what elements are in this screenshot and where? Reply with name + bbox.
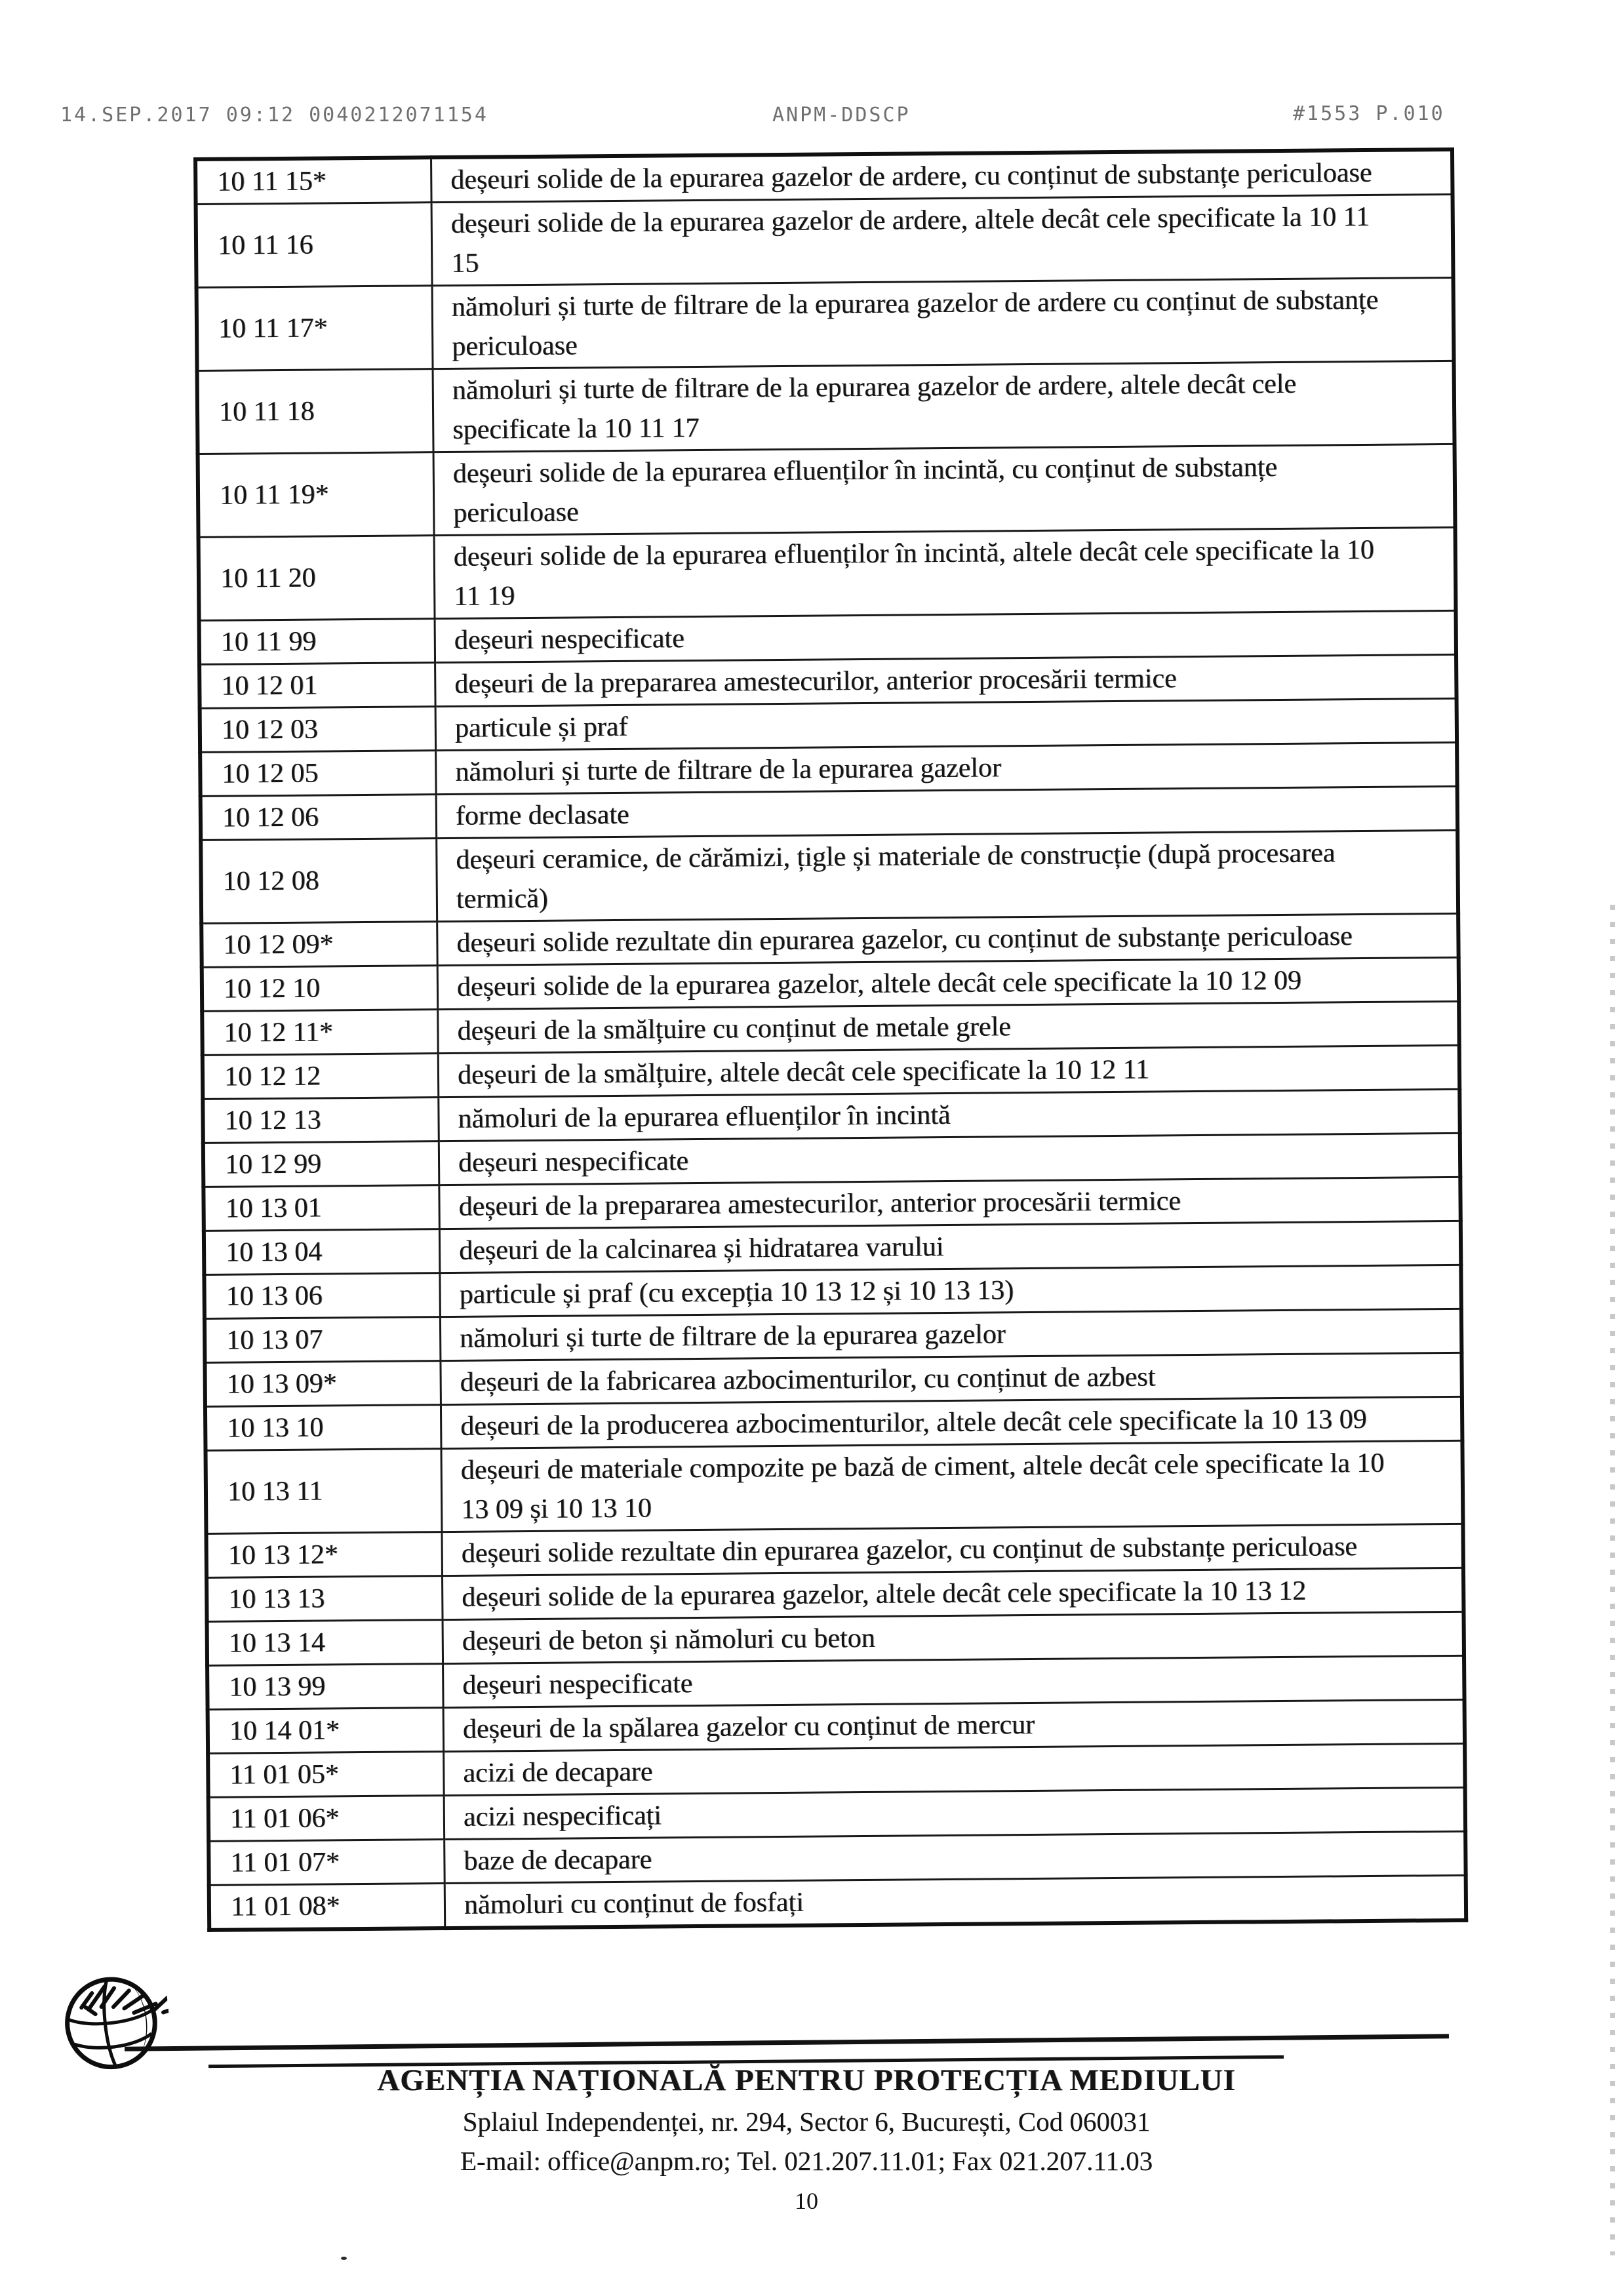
- waste-description-cell: deșeuri nespecificate: [435, 610, 1456, 662]
- waste-code-cell: 11 01 08*: [209, 1884, 445, 1930]
- waste-code-cell: 10 13 06: [204, 1273, 440, 1319]
- waste-code-cell: 10 12 06: [201, 795, 437, 841]
- waste-description-cell: deșeuri de la fabricarea azbocimenturilor, cu conținut de azbest: [441, 1353, 1462, 1404]
- footer-contact: E-mail: office@anpm.ro; Tel. 021.207.11.01; Fax 021.207.11.03: [460, 2146, 1153, 2176]
- waste-description-cell: deșeuri solide de la epurarea gazelor, altele decât cele specificate la 10 13 12: [443, 1568, 1464, 1619]
- globe-sketch-icon: [50, 1956, 175, 2084]
- waste-code-cell: 11 01 07*: [208, 1840, 445, 1886]
- waste-description-cell: particule și praf: [435, 698, 1457, 750]
- waste-code-cell: 10 11 19*: [198, 452, 434, 538]
- waste-description-cell: deșeuri solide de la epurarea efluenților în incintă, cu conținut de substanțe periculoase: [433, 444, 1455, 535]
- waste-code-cell: 10 12 13: [203, 1098, 439, 1143]
- waste-code-cell: 10 12 10: [202, 966, 438, 1012]
- table-row: [209, 1875, 1466, 1930]
- waste-code-table: [193, 148, 1468, 1932]
- waste-description-cell: deșeuri de la calcinarea și hidratarea varului: [439, 1221, 1461, 1273]
- waste-description-cell: baze de decapare: [445, 1831, 1466, 1883]
- table-row: [201, 830, 1458, 923]
- fax-page-ref: #1553 P.010: [1293, 102, 1445, 125]
- waste-code-cell: 10 12 99: [203, 1141, 439, 1187]
- waste-description-cell: nămoluri și turte de filtrare de la epurarea gazelor de ardere, altele decât cele specificate la 10 11 17: [433, 361, 1454, 452]
- waste-code-cell: 10 11 18: [197, 369, 433, 454]
- waste-code-cell: 10 12 08: [201, 839, 437, 924]
- waste-description-cell: nămoluri și turte de filtrare de la epurarea gazelor de ardere cu conținut de substanțe periculoase: [432, 277, 1454, 368]
- waste-code-cell: 11 01 05*: [208, 1752, 444, 1798]
- waste-code-cell: 10 12 11*: [202, 1010, 438, 1056]
- waste-description-cell: deșeuri de la smălțuire cu conținut de metale grele: [438, 1001, 1459, 1053]
- scan-speck: [341, 2257, 347, 2260]
- waste-code-cell: 10 11 17*: [197, 286, 433, 371]
- table-row: [199, 527, 1456, 620]
- waste-description-cell: deșeuri solide de la epurarea gazelor, altele decât cele specificate la 10 12 09: [437, 957, 1459, 1009]
- waste-code-cell: 10 13 12*: [206, 1532, 442, 1578]
- waste-code-cell: 10 11 20: [199, 536, 435, 621]
- waste-description-cell: forme declasate: [436, 786, 1457, 838]
- waste-code-cell: 10 12 09*: [201, 922, 437, 968]
- waste-description-cell: deșeuri de beton și nămoluri cu beton: [443, 1612, 1464, 1663]
- table-row: [198, 444, 1456, 537]
- waste-code-table-body: [195, 149, 1466, 1930]
- waste-description-cell: deșeuri de la prepararea amestecurilor, anterior procesării termice: [435, 654, 1457, 706]
- waste-description-cell: deșeuri de la spălarea gazelor cu conținut de mercur: [443, 1699, 1465, 1751]
- fax-sender: ANPM-DDSCP: [772, 104, 911, 127]
- waste-code-cell: 10 12 12: [203, 1054, 439, 1099]
- waste-code-cell: 10 13 99: [207, 1664, 443, 1710]
- scan-noise-streak: [125, 2034, 1449, 2051]
- waste-description-cell: deșeuri nespecificate: [443, 1655, 1465, 1707]
- waste-description-cell: nămoluri de la epurarea efluenților în incintă: [439, 1089, 1460, 1141]
- waste-code-cell: 10 11 99: [199, 619, 435, 665]
- waste-description-cell: deșeuri de materiale compozite pe bază de ciment, altele decât cele specificate la 10 13 09 și 10 13 10: [441, 1440, 1463, 1532]
- waste-description-cell: acizi de decapare: [444, 1743, 1465, 1795]
- waste-description-cell: particule și praf (cu excepția 10 13 12 și 10 13 13): [440, 1265, 1461, 1316]
- scan-edge-noise: [1610, 905, 1615, 2255]
- fax-timestamp: 14.SEP.2017 09:12 0040212071154: [60, 104, 488, 127]
- waste-description-cell: deșeuri solide de la epurarea gazelor de ardere, cu conținut de substanțe periculoase: [431, 149, 1453, 203]
- waste-description-cell: acizi nespecificați: [444, 1787, 1465, 1839]
- footer-organization: AGENȚIA NAȚIONALĂ PENTRU PROTECȚIA MEDIULUI: [377, 2063, 1236, 2097]
- waste-code-cell: 10 11 16: [196, 203, 432, 288]
- waste-description-cell: deșeuri solide rezultate din epurarea gazelor, cu conținut de substanțe periculoase: [442, 1524, 1463, 1575]
- waste-code-cell: 10 13 10: [205, 1405, 441, 1451]
- waste-description-cell: deșeuri de la smălțuire, altele decât cele specificate la 10 12 11: [438, 1045, 1459, 1097]
- waste-code-cell: 10 13 01: [203, 1185, 439, 1231]
- waste-description-cell: deșeuri de la prepararea amestecurilor, anterior procesării termice: [439, 1177, 1461, 1229]
- waste-description-cell: deșeuri solide de la epurarea efluenților în incintă, altele decât cele specificate la 10 11 19: [434, 527, 1456, 618]
- waste-code-cell: 10 13 09*: [205, 1361, 441, 1407]
- waste-code-cell: 10 12 05: [200, 751, 436, 797]
- waste-description-cell: deșeuri nespecificate: [439, 1133, 1460, 1185]
- waste-code-cell: 10 12 01: [199, 663, 435, 709]
- table-row: [197, 361, 1455, 454]
- waste-description-cell: nămoluri și turte de filtrare de la epurarea gazelor: [436, 742, 1457, 794]
- page-number: 10: [795, 2188, 818, 2214]
- waste-description-cell: deșeuri solide rezultate din epurarea gazelor, cu conținut de substanțe periculoase: [437, 913, 1459, 965]
- waste-description-cell: deșeuri de la producerea azbocimenturilor, altele decât cele specificate la 10 13 09: [441, 1396, 1462, 1448]
- page-footer: [164, 2063, 1449, 2215]
- table-row: [197, 277, 1454, 370]
- waste-code-cell: 10 11 15*: [195, 157, 431, 204]
- waste-code-cell: 10 13 04: [204, 1229, 440, 1275]
- waste-code-cell: 10 13 13: [207, 1576, 443, 1622]
- waste-code-cell: 10 12 03: [200, 707, 436, 753]
- waste-code-cell: 10 13 11: [205, 1449, 441, 1534]
- waste-code-cell: 11 01 06*: [208, 1796, 445, 1842]
- waste-description-cell: deșeuri solide de la epurarea gazelor de ardere, altele decât cele specificate la 10 11 15: [431, 194, 1453, 285]
- table-row: [196, 194, 1454, 287]
- waste-code-cell: 10 14 01*: [208, 1708, 444, 1754]
- footer-address: Splaiul Independenței, nr. 294, Sector 6, București, Cod 060031: [462, 2107, 1151, 2137]
- table-row: [205, 1440, 1463, 1534]
- waste-code-cell: 10 13 07: [205, 1317, 441, 1363]
- waste-description-cell: nămoluri și turte de filtrare de la epurarea gazelor: [440, 1309, 1461, 1360]
- waste-code-cell: 10 13 14: [207, 1620, 443, 1666]
- waste-description-cell: deșeuri ceramice, de cărămizi, țigle și materiale de construcție (după procesarea termică): [437, 830, 1458, 921]
- waste-description-cell: nămoluri cu conținut de fosfați: [445, 1875, 1466, 1928]
